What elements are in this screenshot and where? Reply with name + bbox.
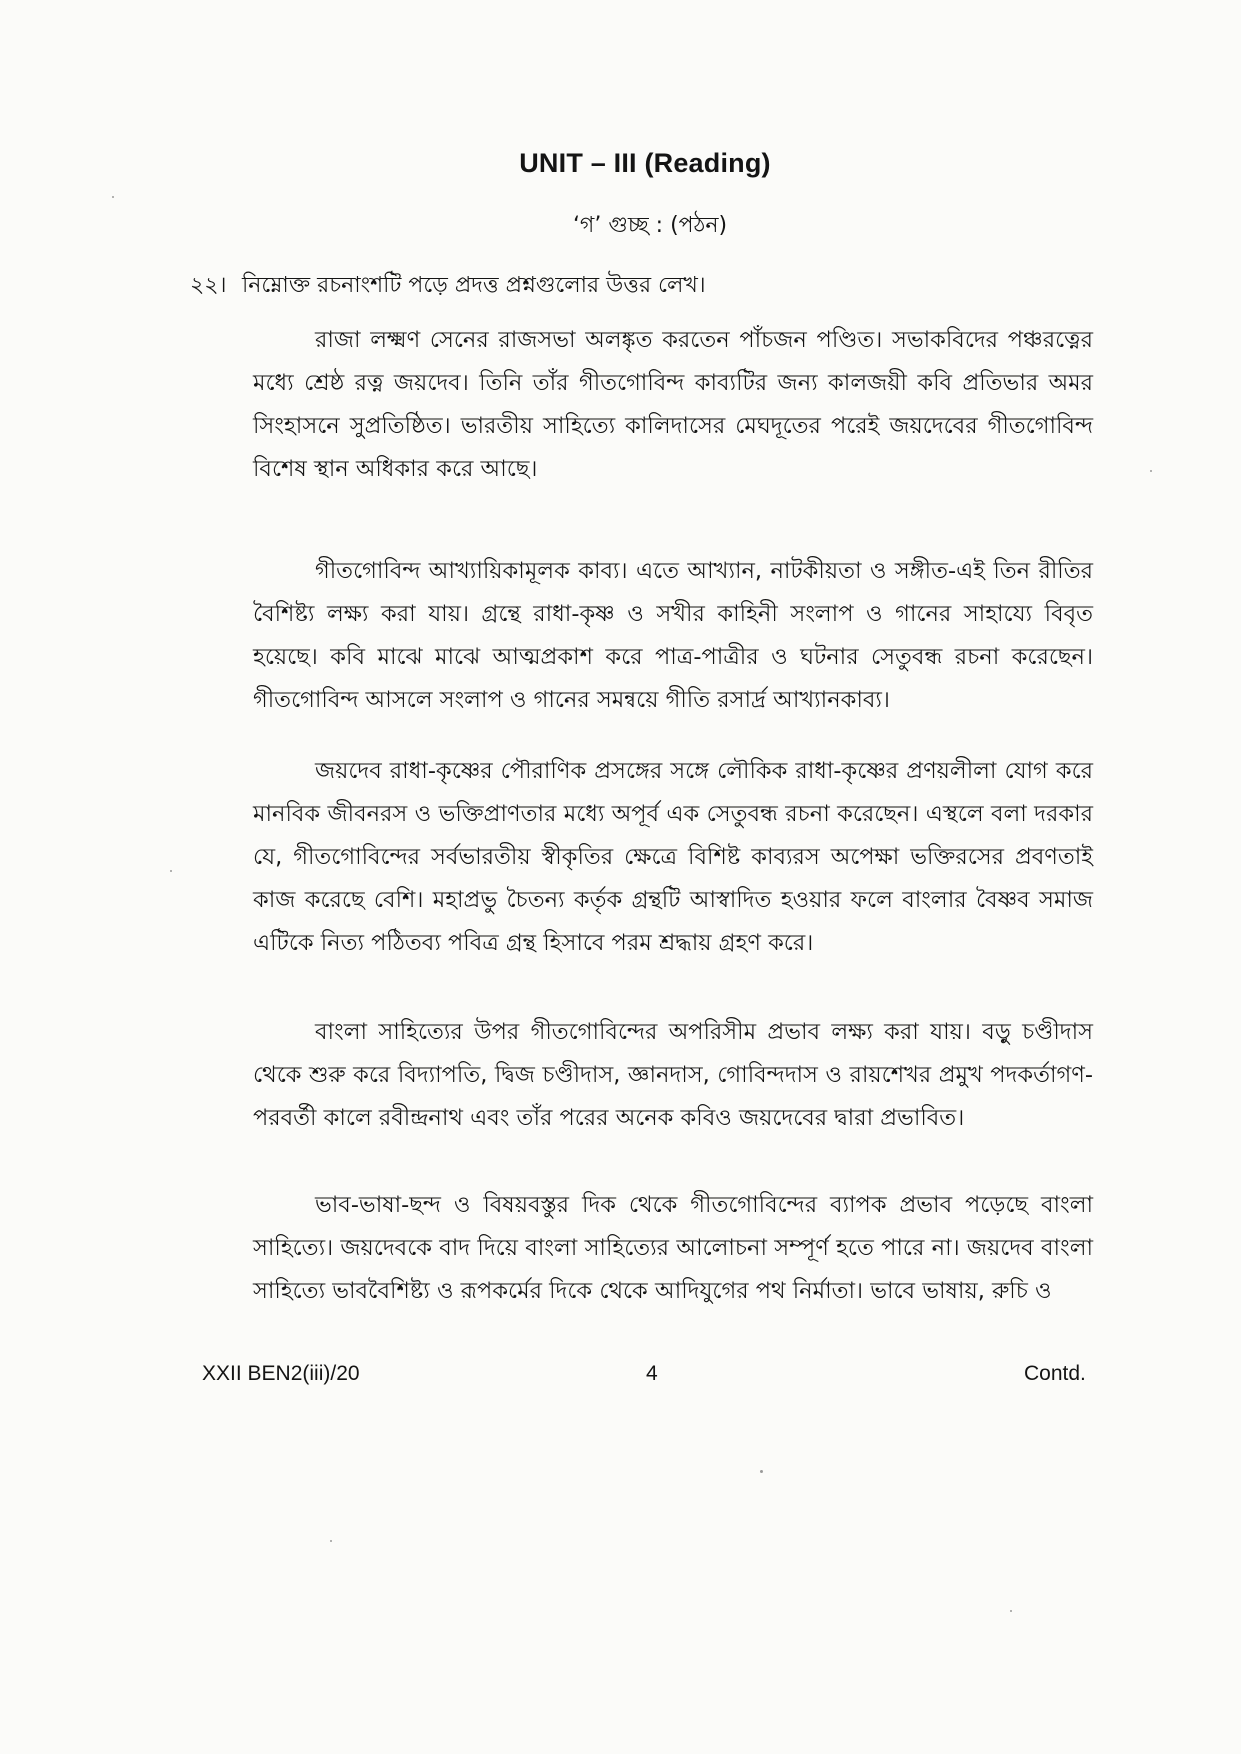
paper-code: XXII BEN2(iii)/20 <box>202 1362 360 1385</box>
scan-speck <box>330 1540 332 1542</box>
scan-speck <box>170 870 172 872</box>
page-number: 4 <box>646 1362 658 1385</box>
scan-speck <box>1150 470 1152 472</box>
unit-title: UNIT – III (Reading) <box>519 148 771 178</box>
scan-speck <box>1010 1610 1012 1612</box>
question-text: নিম্নোক্ত রচনাংশটি পড়ে প্রদত্ত প্রশ্নগুলোর উত্তর লেখ। <box>242 273 706 298</box>
passage-paragraph-4: বাংলা সাহিত্যের উপর গীতগোবিন্দের অপরিসীম প্রভাব লক্ষ্য করা যায়। বড়ু চণ্ডীদাস থেকে শুরু করে বিদ্যাপতি, দ্বিজ চণ্ডীদাস, জ্ঞানদাস, গোবিন্দদাস ও রায়শেখর প্রমুখ পদকর্তাগণ-পরবর্তী কালে রবীন্দ্রনাথ এবং তাঁর পরের অনেক কবিও জয়দেবের দ্বারা প্রভাবিত। <box>253 1019 1093 1131</box>
question-number: ২২। <box>190 273 227 298</box>
question-prompt <box>190 268 706 305</box>
passage-paragraph-1: রাজা লক্ষ্মণ সেনের রাজসভা অলঙ্কৃত করতেন পাঁচজন পণ্ডিত। সভাকবিদের পঞ্চরত্নের মধ্যে শ্রেষ্ঠ রত্ন জয়দেব। তিনি তাঁর গীতগোবিন্দ কাব্যটির জন্য কালজয়ী কবি প্রতিভার অমর সিংহাসনে সুপ্রতিষ্ঠিত। ভারতীয় সাহিত্যে কালিদাসের মেঘদূতের পরেই জয়দেবের গীতগোবিন্দ বিশেষ স্থান অধিকার করে আছে। <box>253 327 1093 482</box>
continued-label: Contd. <box>1024 1362 1086 1385</box>
scan-speck <box>760 1470 763 1473</box>
scan-speck <box>112 196 114 198</box>
passage-paragraph-5: ভাব-ভাষা-ছন্দ ও বিষয়বস্তুর দিক থেকে গীতগোবিন্দের ব্যাপক প্রভাব পড়েছে বাংলা সাহিত্যে। জয়দেবকে বাদ দিয়ে বাংলা সাহিত্যের আলোচনা সম্পূর্ণ হতে পারে না। জয়দেব বাংলা সাহিত্যে ভাববৈশিষ্ট্য ও রূপকর্মের দিকে থেকে আদিযুগের পথ নির্মাতা। ভাবে ভাষায়, রুচি ও <box>253 1192 1093 1304</box>
section-title: ‘গ’ গুচ্ছ : (পঠন) <box>572 213 728 238</box>
passage-paragraph-3: জয়দেব রাধা-কৃষ্ণের পৌরাণিক প্রসঙ্গের সঙ্গে লৌকিক রাধা-কৃষ্ণের প্রণয়লীলা যোগ করে মানবিক জীবনরস ও ভক্তিপ্রাণতার মধ্যে অপূর্ব এক সেতুবন্ধ রচনা করেছেন। এস্থলে বলা দরকার যে, গীতগোবিন্দের সর্বভারতীয় স্বীকৃতির ক্ষেত্রে বিশিষ্ট কাব্যরস অপেক্ষা ভক্তিরসের প্রবণতাই কাজ করেছে বেশি। মহাপ্রভু চৈতন্য কর্তৃক গ্রন্থটি আস্বাদিত হওয়ার ফলে বাংলার বৈষ্ণব সমাজ এটিকে নিত্য পঠিতব্য পবিত্র গ্রন্থ হিসাবে পরম শ্রদ্ধায় গ্রহণ করে। <box>253 758 1093 956</box>
passage-paragraph-2: গীতগোবিন্দ আখ্যায়িকামূলক কাব্য। এতে আখ্যান, নাটকীয়তা ও সঙ্গীত-এই তিন রীতির বৈশিষ্ট্য লক্ষ্য করা যায়। গ্রন্থে রাধা-কৃষ্ণ ও সখীর কাহিনী সংলাপ ও গানের সাহায্যে বিবৃত হয়েছে। কবি মাঝে মাঝে আত্মপ্রকাশ করে পাত্র-পাত্রীর ও ঘটনার সেতুবন্ধ রচনা করেছেন। গীতগোবিন্দ আসলে সংলাপ ও গানের সমন্বয়ে গীতি রসার্দ্র আখ্যানকাব্য। <box>253 558 1093 713</box>
